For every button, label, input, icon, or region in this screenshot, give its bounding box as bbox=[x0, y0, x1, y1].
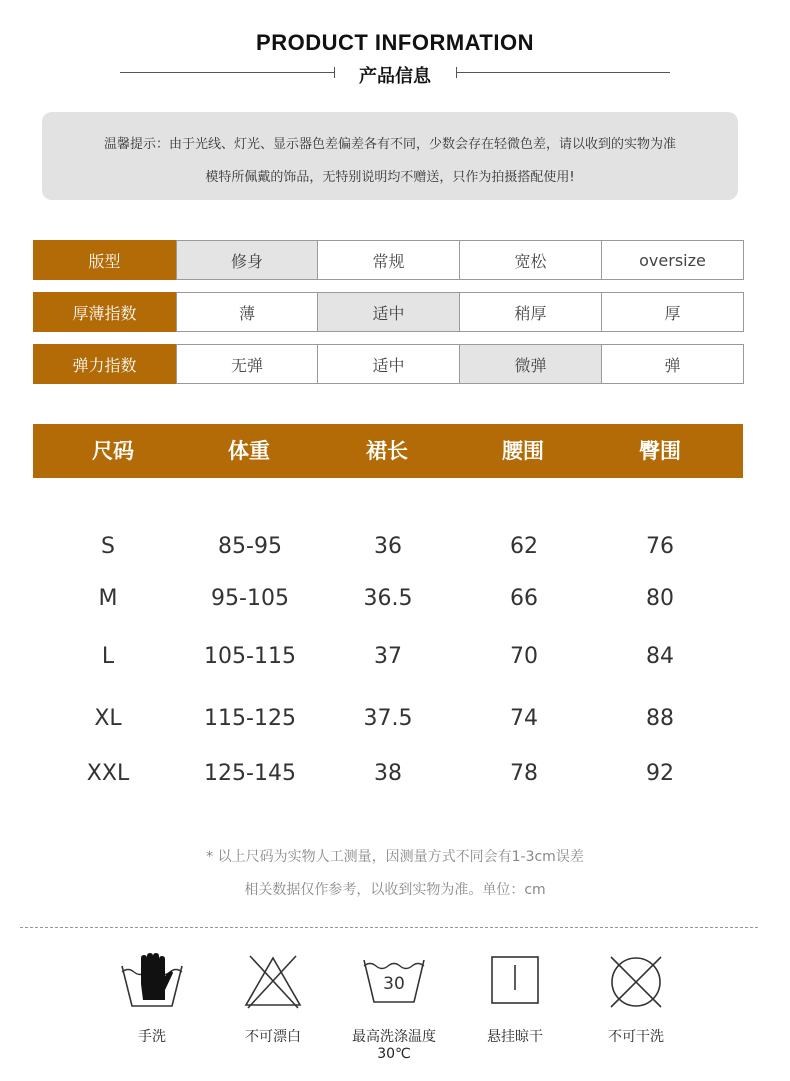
no-bleach-icon bbox=[242, 950, 304, 1012]
cell-weight: 105-115 bbox=[204, 644, 296, 669]
attribute-option-selected: 修身 bbox=[176, 240, 318, 280]
cell-skirt-length: 36 bbox=[374, 534, 402, 559]
cell-weight: 125-145 bbox=[204, 761, 296, 786]
cell-waist: 74 bbox=[510, 706, 538, 731]
attribute-option: oversize bbox=[602, 240, 744, 280]
care-item-no-bleach bbox=[213, 950, 333, 1045]
care-label: 不可漂白 bbox=[245, 1029, 301, 1045]
attribute-option: 厚 bbox=[602, 292, 744, 332]
size-table-header bbox=[33, 424, 743, 478]
attribute-option: 弹 bbox=[602, 344, 744, 384]
care-item-line-dry bbox=[455, 950, 575, 1045]
care-item-no-dry-clean bbox=[576, 950, 696, 1045]
attribute-label: 版型 bbox=[33, 240, 176, 280]
cell-hip: 88 bbox=[646, 706, 674, 731]
care-label: 最高洗涤温度 30℃ bbox=[352, 1029, 436, 1062]
attribute-option-selected: 适中 bbox=[318, 292, 460, 332]
cell-skirt-length: 37.5 bbox=[363, 706, 413, 731]
cell-skirt-length: 36.5 bbox=[363, 586, 413, 611]
notice-box bbox=[42, 112, 738, 200]
header-waist: 腰围 bbox=[502, 439, 544, 463]
cell-hip: 84 bbox=[646, 644, 674, 669]
line-dry-icon bbox=[490, 950, 540, 1012]
page-title-english: PRODUCT INFORMATION bbox=[256, 30, 534, 55]
cell-weight: 85-95 bbox=[218, 534, 282, 559]
attribute-option: 薄 bbox=[176, 292, 318, 332]
attribute-option: 稍厚 bbox=[460, 292, 602, 332]
header-skirt-length: 裙长 bbox=[366, 439, 408, 463]
care-label: 手洗 bbox=[138, 1029, 166, 1045]
header-hip: 臀围 bbox=[639, 439, 681, 463]
care-label: 悬挂晾干 bbox=[487, 1029, 543, 1045]
attribute-option: 宽松 bbox=[460, 240, 602, 280]
attribute-label: 厚薄指数 bbox=[33, 292, 176, 332]
wash-temperature: 30 bbox=[383, 974, 405, 994]
attribute-option: 适中 bbox=[318, 344, 460, 384]
cell-size: XL bbox=[94, 706, 122, 731]
attribute-row-thickness bbox=[33, 292, 745, 332]
cell-size: S bbox=[101, 534, 115, 559]
footnote-line-2: 相关数据仅作参考，以收到实物为准。单位：cm bbox=[244, 882, 546, 898]
cell-waist: 66 bbox=[510, 586, 538, 611]
notice-line-1: 温馨提示：由于光线、灯光、显示器色差偏差各有不同，少数会存在轻微色差，请以收到的实物为准 bbox=[103, 137, 676, 152]
cell-hip: 92 bbox=[646, 761, 674, 786]
cell-weight: 115-125 bbox=[204, 706, 296, 731]
cell-hip: 76 bbox=[646, 534, 674, 559]
care-label: 不可干洗 bbox=[608, 1029, 664, 1045]
cell-skirt-length: 37 bbox=[374, 644, 402, 669]
attribute-row-fit bbox=[33, 240, 745, 280]
attribute-option: 常规 bbox=[318, 240, 460, 280]
attribute-option-selected: 微弹 bbox=[460, 344, 602, 384]
header-weight: 体重 bbox=[228, 439, 270, 463]
attribute-row-elasticity bbox=[33, 344, 745, 384]
care-item-hand-wash bbox=[92, 950, 212, 1045]
header-size: 尺码 bbox=[92, 439, 134, 463]
cell-waist: 78 bbox=[510, 761, 538, 786]
attribute-label: 弹力指数 bbox=[33, 344, 176, 384]
page-title-chinese: 产品信息 bbox=[359, 66, 431, 87]
footnote-line-1: * 以上尺码为实物人工测量，因测量方式不同会有1-3cm误差 bbox=[206, 849, 584, 865]
cell-hip: 80 bbox=[646, 586, 674, 611]
cell-size: L bbox=[101, 644, 115, 669]
title-divider-right bbox=[456, 72, 670, 73]
cell-size: M bbox=[98, 586, 118, 611]
cell-waist: 62 bbox=[510, 534, 538, 559]
attribute-option: 无弹 bbox=[176, 344, 318, 384]
cell-skirt-length: 38 bbox=[374, 761, 402, 786]
section-divider bbox=[20, 927, 758, 928]
care-item-wash-30 bbox=[334, 950, 454, 1062]
cell-weight: 95-105 bbox=[211, 586, 289, 611]
hand-wash-icon bbox=[119, 950, 185, 1012]
notice-line-2: 模特所佩戴的饰品，无特别说明均不赠送，只作为拍摄搭配使用! bbox=[205, 170, 575, 185]
cell-size: XXL bbox=[86, 761, 130, 786]
cell-waist: 70 bbox=[510, 644, 538, 669]
no-dry-clean-icon bbox=[605, 950, 667, 1012]
